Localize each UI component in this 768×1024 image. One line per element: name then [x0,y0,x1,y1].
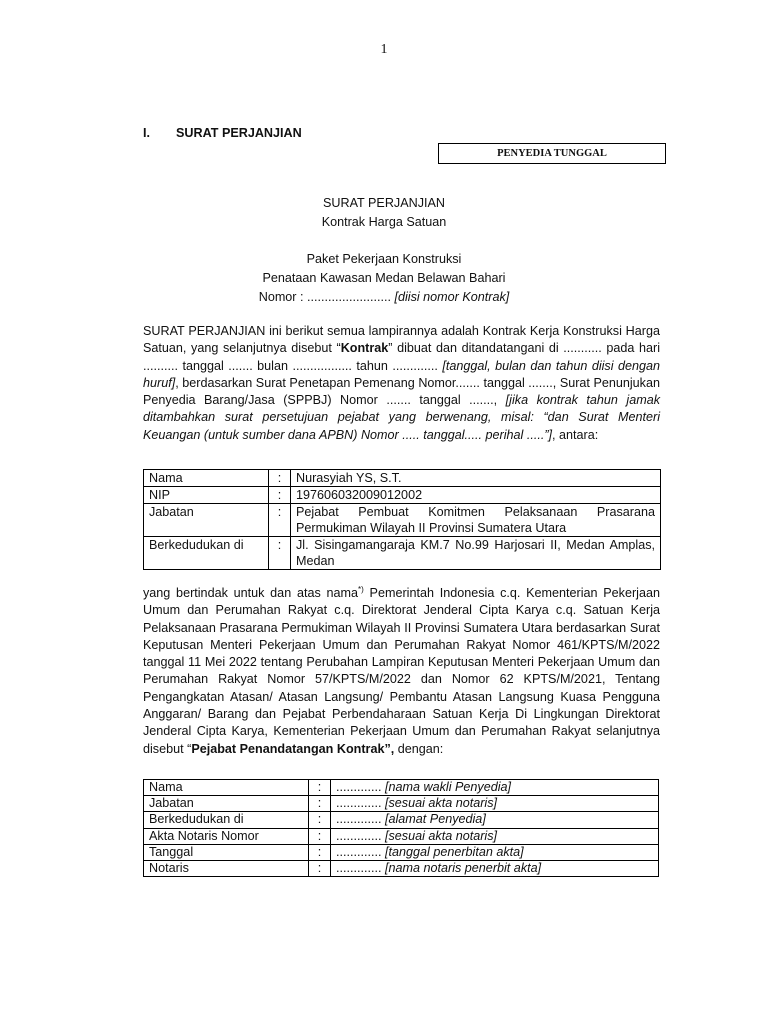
field-value [331,828,659,844]
field-value: 197606032009012002 [291,487,661,504]
field-colon: : [309,796,331,812]
section-number: I. [143,126,150,140]
field-value: Jl. Sisingamangaraja KM.7 No.99 Harjosari II, Medan Amplas, Medan [291,537,661,570]
field-hint: [sesuai akta notaris] [385,828,498,843]
field-label: Berkedudukan di [144,812,309,828]
field-dots: ............. [336,796,385,811]
field-hint: [nama wakli Penyedia] [385,780,512,794]
footnote-marker: *) [358,584,364,594]
field-colon: : [309,844,331,860]
field-label: Nama [144,780,309,796]
field-label: Tanggal [144,844,309,860]
party2-table [143,779,659,877]
table-row [144,861,659,877]
table-row [144,470,661,487]
field-colon: : [309,861,331,877]
table-row [144,504,661,537]
title-line-4: Penataan Kawasan Medan Belawan Bahari [262,271,506,285]
field-hint: [tanggal penerbitan akta] [385,844,524,859]
field-label: Notaris [144,861,309,877]
field-label: Jabatan [144,504,269,537]
title-line-3: Paket Pekerjaan Konstruksi [306,252,462,266]
field-dots: ............. [336,844,385,859]
field-value [331,861,659,877]
section-title: SURAT PERJANJIAN [176,126,302,140]
page-number: 1 [380,42,388,57]
field-colon: : [269,470,291,487]
intro-text-4: , antara: [552,427,599,442]
field-value [331,796,659,812]
field-value: Nurasyiah YS, S.T. [291,470,661,487]
field-dots: ............. [336,780,385,794]
table-row [144,487,661,504]
acting-text-1: yang bertindak untuk dan atas nama [143,586,359,600]
field-dots: ............. [336,828,385,843]
field-label: Akta Notaris Nomor [144,828,309,844]
table-row [144,796,659,812]
section-heading [143,126,302,140]
acting-text-2: Pemerintah Indonesia c.q. Kementerian Pekerjaan Umum dan Perumahan Rakyat c.q. Direktorat Jenderal Cipta Karya c.q. Satuan Kerja Pelaksanaan Prasarana Permukiman Wilayah II Provinsi Sumatera Utara berdasarkan Surat Keputusan Menteri Pekerjaan Umum dan Perumahan Rakyat Nomor 461/KPTS/M/2022 tanggal 11 Mei 2022 tentang Perubahan Lampiran Keputusan Menteri Pekerjaan Umum dan Perumahan Rakyat Nomor 57/KPTS/M/2022 dan Nomor 62 KPTS/M/2021, Tentang Pengangkatan Atasan/ Atasan Langsung/ Pembantu Atasan Langsung Kuasa Pengguna Anggaran/ Barang dan Pejabat Perbendaharaan Satuan Kerja Di Lingkungan Direktorat Jenderal Cipta Karya, Kementerian Pekerjaan Umum dan Perumahan Rakyat selanjutnya disebut “ [143,586,660,756]
provider-type-badge: PENYEDIA TUNGGAL [438,143,666,164]
field-value: Pejabat Pembuat Komitmen Pelaksanaan Prasarana Permukiman Wilayah II Provinsi Sumatera Utara [291,504,661,537]
contract-number-hint: [diisi nomor Kontrak] [394,290,510,304]
field-colon: : [309,812,331,828]
intro-text-3: , berdasarkan Surat Penetapan Pemenang Nomor....... tanggal ......., Surat Penunjukan Penyedia Barang/Jasa (SPPBJ) Nomor ....... tanggal ......., [143,375,660,408]
intro-paragraph [143,323,660,444]
field-value [331,812,659,828]
intro-hint-2: [jika kontrak tahun jamak ditambahkan surat persetujuan pejabat yang berwenang, misal: “dan Surat Menteri Keuangan (untuk sumber dana APBN) Nomor ..... tanggal..... perihal .....”] [143,393,660,442]
field-colon: : [309,828,331,844]
intro-text-1: SURAT PERJANJIAN ini berikut semua lampirannya adalah Kontrak Kerja Konstruksi Harga Satuan, yang selanjutnya disebut “ [143,324,660,356]
contract-number-prefix: Nomor : ........................ [258,290,395,304]
party1-table [143,469,661,570]
acting-text-3: dengan: [394,741,444,756]
field-label: Berkedudukan di [144,537,269,570]
table-row [144,812,659,828]
field-hint: [alamat Penyedia] [385,812,486,827]
field-dots: ............. [336,812,385,827]
title-line-1: SURAT PERJANJIAN [323,196,445,210]
field-colon: : [309,780,331,796]
field-label: Nama [144,470,269,487]
field-colon: : [269,487,291,504]
field-hint: [nama notaris penerbit akta] [385,861,542,876]
intro-hint-1: [tanggal, bulan dan tahun diisi dengan huruf] [143,358,661,390]
field-label: Jabatan [144,796,309,812]
field-colon: : [269,504,291,537]
contract-number-line [0,288,768,307]
intro-kontrak-term: Kontrak [340,341,389,356]
field-label: NIP [144,487,269,504]
table-row [144,780,659,796]
acting-signatory-term: Pejabat Penandatangan Kontrak”, [191,741,395,756]
title-line-2: Kontrak Harga Satuan [321,215,447,229]
field-hint: [sesuai akta notaris] [385,796,498,811]
field-dots: ............. [336,861,385,876]
acting-paragraph [143,585,660,758]
intro-text-2: ” dibuat dan ditandatangani di ........... pada hari .......... tanggal ....... bulan ................. tahun ............. [143,341,660,373]
field-colon: : [269,537,291,570]
field-value [331,844,659,860]
table-row [144,828,659,844]
table-row [144,537,661,570]
table-row [144,844,659,860]
field-value [331,780,659,796]
